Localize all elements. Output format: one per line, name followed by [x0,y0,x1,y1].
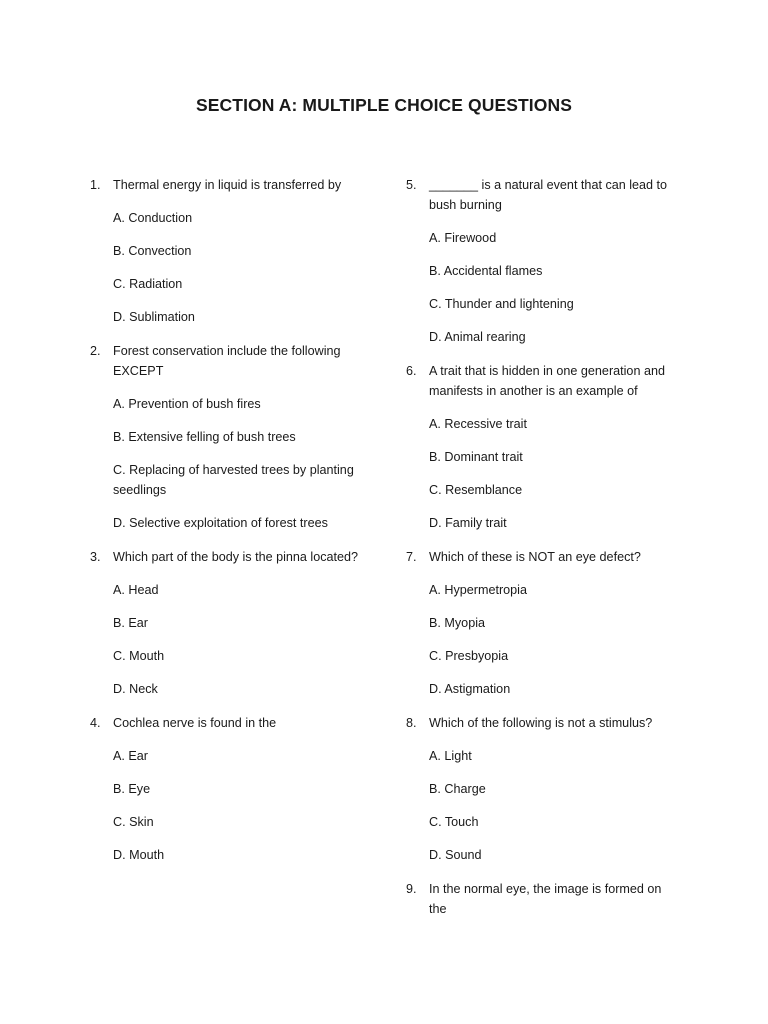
question-8 [406,713,676,865]
option-a: A. Light [429,749,472,763]
option-b: B. Charge [429,782,486,796]
question-9 [406,879,676,919]
option-d: D. Neck [113,682,158,696]
option-c: C. Radiation [113,277,183,291]
option-b: B. Ear [113,616,148,630]
question-6 [406,361,676,533]
question-number: 6. [406,364,417,378]
question-number: 4. [90,716,101,730]
option-list [429,580,676,699]
option-list [429,746,676,865]
option-c: C. Replacing of harvested trees by planting seedlings [113,463,354,497]
option-d: D. Selective exploitation of forest trees [113,516,328,530]
question-number: 8. [406,716,417,730]
question-number: 9. [406,882,417,896]
question-4 [90,713,360,865]
option-c: C. Presbyopia [429,649,509,663]
question-number: 5. [406,178,417,192]
question-text: In the normal eye, the image is formed on the [429,882,662,916]
question-text: Cochlea nerve is found in the [113,716,277,730]
option-d: D. Astigmation [429,682,511,696]
option-list [113,580,360,699]
option-b: B. Dominant trait [429,450,523,464]
option-c: C. Touch [429,815,479,829]
option-a: A. Recessive trait [429,417,527,431]
option-a: A. Prevention of bush fires [113,397,261,411]
option-list [429,228,676,347]
option-c: C. Thunder and lightening [429,297,574,311]
question-3 [90,547,360,699]
page-title: SECTION A: MULTIPLE CHOICE QUESTIONS [196,95,572,115]
question-5 [406,175,676,347]
option-b: B. Convection [113,244,192,258]
question-text: Which of the following is not a stimulus? [429,716,653,730]
option-a: A. Hypermetropia [429,583,527,597]
question-text: Forest conservation include the following EXCEPT [113,344,341,378]
left-column [90,175,360,879]
question-7 [406,547,676,699]
option-a: A. Head [113,583,159,597]
question-text: Thermal energy in liquid is transferred by [113,178,342,192]
question-1 [90,175,360,327]
option-d: D. Sound [429,848,482,862]
option-a: A. Ear [113,749,148,763]
option-b: B. Eye [113,782,151,796]
option-d: D. Family trait [429,516,507,530]
question-number: 2. [90,344,101,358]
option-b: B. Extensive felling of bush trees [113,430,296,444]
question-text: Which part of the body is the pinna located? [113,550,359,564]
question-number: 1. [90,178,101,192]
question-text: _______ is a natural event that can lead to bush burning [429,178,668,212]
question-text: Which of these is NOT an eye defect? [429,550,641,564]
option-a: A. Firewood [429,231,497,245]
question-number: 3. [90,550,101,564]
option-d: D. Sublimation [113,310,195,324]
option-list [429,414,676,533]
question-number: 7. [406,550,417,564]
option-list [113,746,360,865]
option-list [113,208,360,327]
option-a: A. Conduction [113,211,193,225]
option-c: C. Skin [113,815,154,829]
question-2 [90,341,360,533]
option-b: B. Accidental flames [429,264,543,278]
option-b: B. Myopia [429,616,485,630]
option-d: D. Animal rearing [429,330,526,344]
option-c: C. Resemblance [429,483,523,497]
option-list [113,394,360,533]
option-d: D. Mouth [113,848,165,862]
question-text: A trait that is hidden in one generation and manifests in another is an example of [429,364,665,398]
option-c: C. Mouth [113,649,165,663]
right-column [406,175,676,933]
